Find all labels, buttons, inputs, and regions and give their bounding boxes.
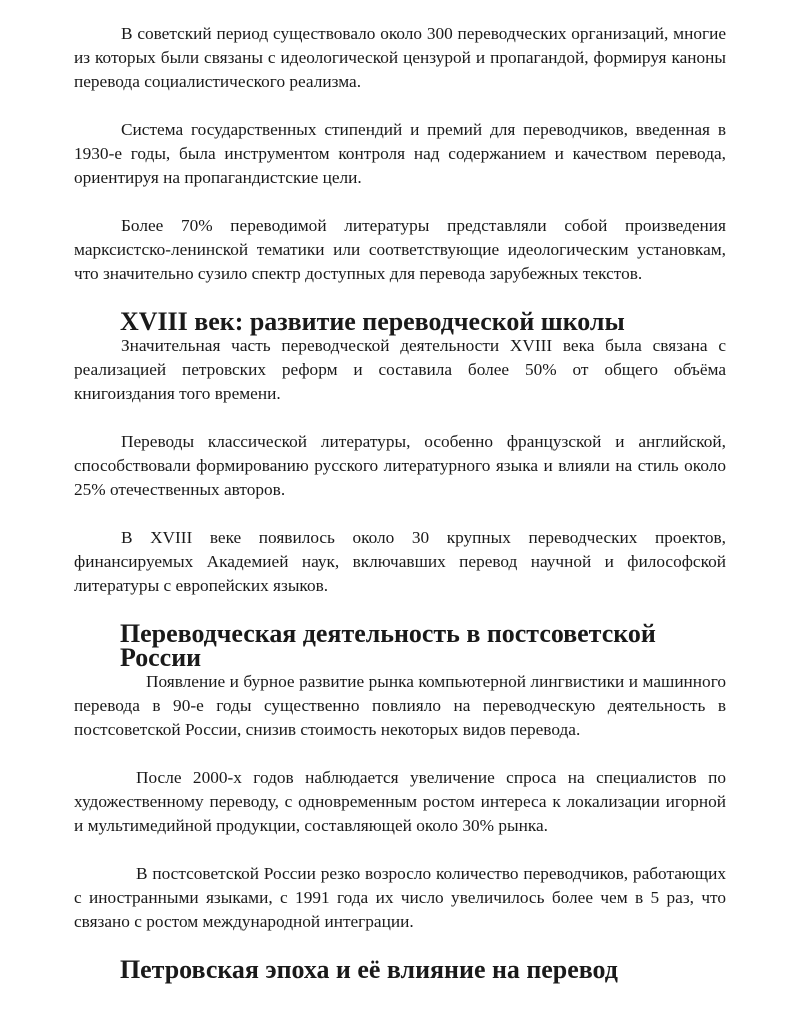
paragraph: В XVIII веке появилось около 30 крупных переводческих проектов, финансируемых Академией наук, включавших перевод научной и философской литературы с европейских языков. xyxy=(74,528,726,595)
section-heading: Переводческая деятельность в постсоветской России xyxy=(120,619,656,672)
paragraph: Значительная часть переводческой деятельности XVIII века была связана с реализацией петровских реформ и составила более 50% от общего объёма книгоиздания того времени. xyxy=(74,336,726,403)
document-page xyxy=(74,22,726,982)
paragraph: В советский период существовало около 300 переводческих организаций, многие из которых были связаны с идеологической цензурой и пропагандой, формируя каноны перевода социалистического реализма. xyxy=(74,24,726,91)
paragraph-gap xyxy=(74,502,726,526)
paragraph: После 2000-х годов наблюдается увеличение спроса на специалистов по художественному переводу, с одновременным ростом интереса к локализации игорной и мультимедийной продукции, составляющей около 30% рынка. xyxy=(74,768,726,835)
paragraph: Более 70% переводимой литературы представляли собой произведения марксистско-ленинской тематики или соответствующие идеологическим установкам, что значительно сузило спектр доступных для перевода зарубежных текстов. xyxy=(74,216,726,283)
paragraph-gap xyxy=(74,742,726,766)
paragraph-gap xyxy=(74,838,726,862)
section-heading: XVIII век: развитие переводческой школы xyxy=(120,307,625,336)
paragraph-gap xyxy=(74,406,726,430)
paragraph-gap xyxy=(74,190,726,214)
paragraph-gap xyxy=(74,94,726,118)
paragraph: Система государственных стипендий и премий для переводчиков, введенная в 1930-е годы, была инструментом контроля над содержанием и качеством перевода, ориентируя на пропагандистские цели. xyxy=(74,120,726,187)
paragraph: Переводы классической литературы, особенно французской и английской, способствовали формированию русского литературного языка и влияли на стиль около 25% отечественных авторов. xyxy=(74,432,726,499)
paragraph: В постсоветской России резко возросло количество переводчиков, работающих с иностранными языками, с 1991 года их число увеличилось более чем в 5 раз, что связано с ростом международной интеграции. xyxy=(74,864,726,931)
section-heading: Петровская эпоха и её влияние на перевод xyxy=(120,955,618,984)
paragraph: Появление и бурное развитие рынка компьютерной лингвистики и машинного перевода в 90-е годы существенно повлияло на переводческую деятельность в постсоветской России, снизив стоимость некоторых видов перевода. xyxy=(74,672,726,739)
